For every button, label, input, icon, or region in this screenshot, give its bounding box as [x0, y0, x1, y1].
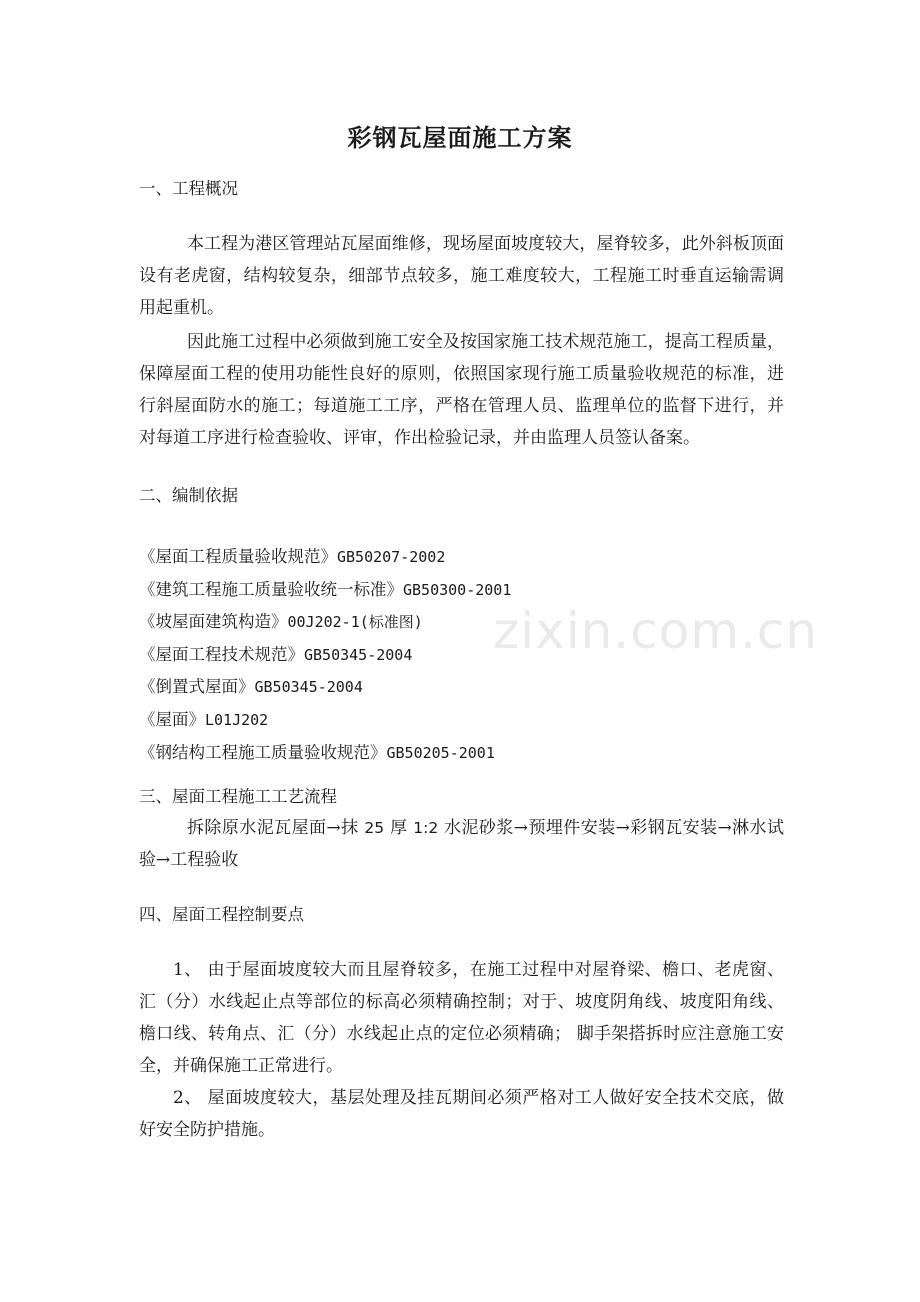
section-heading-overview: 一、工程概况 [139, 179, 238, 198]
overview-paragraph-2: 因此施工过程中必须做到施工安全及按国家施工技术规范施工，提高工程质量，保障屋面工程的使用功能性良好的原则，依照国家现行施工质量验收规范的标准，进行斜屋面防水的施工；每道施工工序，严格在管理人员、监理单位的监督下进行，并对每道工序进行检查验收、评审，作出检验记录，并由监理人员签认备案。 [139, 332, 784, 448]
document-title: 彩钢瓦屋面施工方案 [347, 123, 573, 152]
reference-list [139, 541, 511, 769]
reference-item: 《屋面工程技术规范》GB50345-2004 [139, 644, 413, 664]
overview-paragraph-1: 本工程为港区管理站瓦屋面维修，现场屋面坡度较大，屋脊较多，此外斜板顶面设有老虎窗，结构较复杂，细部节点较多，施工难度较大，工程施工时垂直运输需调用起重机。 [139, 234, 784, 318]
control-point-1: 1、 由于屋面坡度较大而且屋脊较多，在施工过程中对屋脊梁、檐口、老虎窗、汇（分）水线起止点等部位的标高必须精确控制；对于、坡度阴角线、坡度阳角线、檐口线、转角点、汇（分）水线起止点的定位必须精确； 脚手架搭拆时应注意施工安全，并确保施工正常进行。 [139, 960, 784, 1076]
section-heading-basis: 二、编制依据 [139, 486, 238, 505]
process-flow-paragraph: 拆除原水泥瓦屋面→抹 25 厚 1:2 水泥砂浆→预埋件安装→彩钢瓦安装→淋水试验→工程验收 [139, 818, 784, 870]
section-heading-process: 三、屋面工程施工工艺流程 [139, 787, 337, 806]
reference-item: 《建筑工程施工质量验收统一标准》GB50300-2001 [139, 579, 512, 599]
reference-item: 《屋面工程质量验收规范》GB50207-2002 [139, 547, 446, 566]
reference-item: 《坡屋面建筑构造》00J202-1(标准图) [139, 612, 423, 632]
reference-item: 《钢结构工程施工质量验收规范》GB50205-2001 [139, 742, 495, 762]
section-heading-control-points: 四、屋面工程控制要点 [139, 905, 304, 924]
control-point-2: 2、 屋面坡度较大，基层处理及挂瓦期间必须严格对工人做好安全技术交底，做好安全防护措施。 [139, 1088, 784, 1140]
reference-item: 《倒置式屋面》GB50345-2004 [139, 677, 363, 697]
reference-item: 《屋面》L01J202 [139, 709, 269, 729]
watermark: zixin.com.cn [493, 602, 819, 660]
